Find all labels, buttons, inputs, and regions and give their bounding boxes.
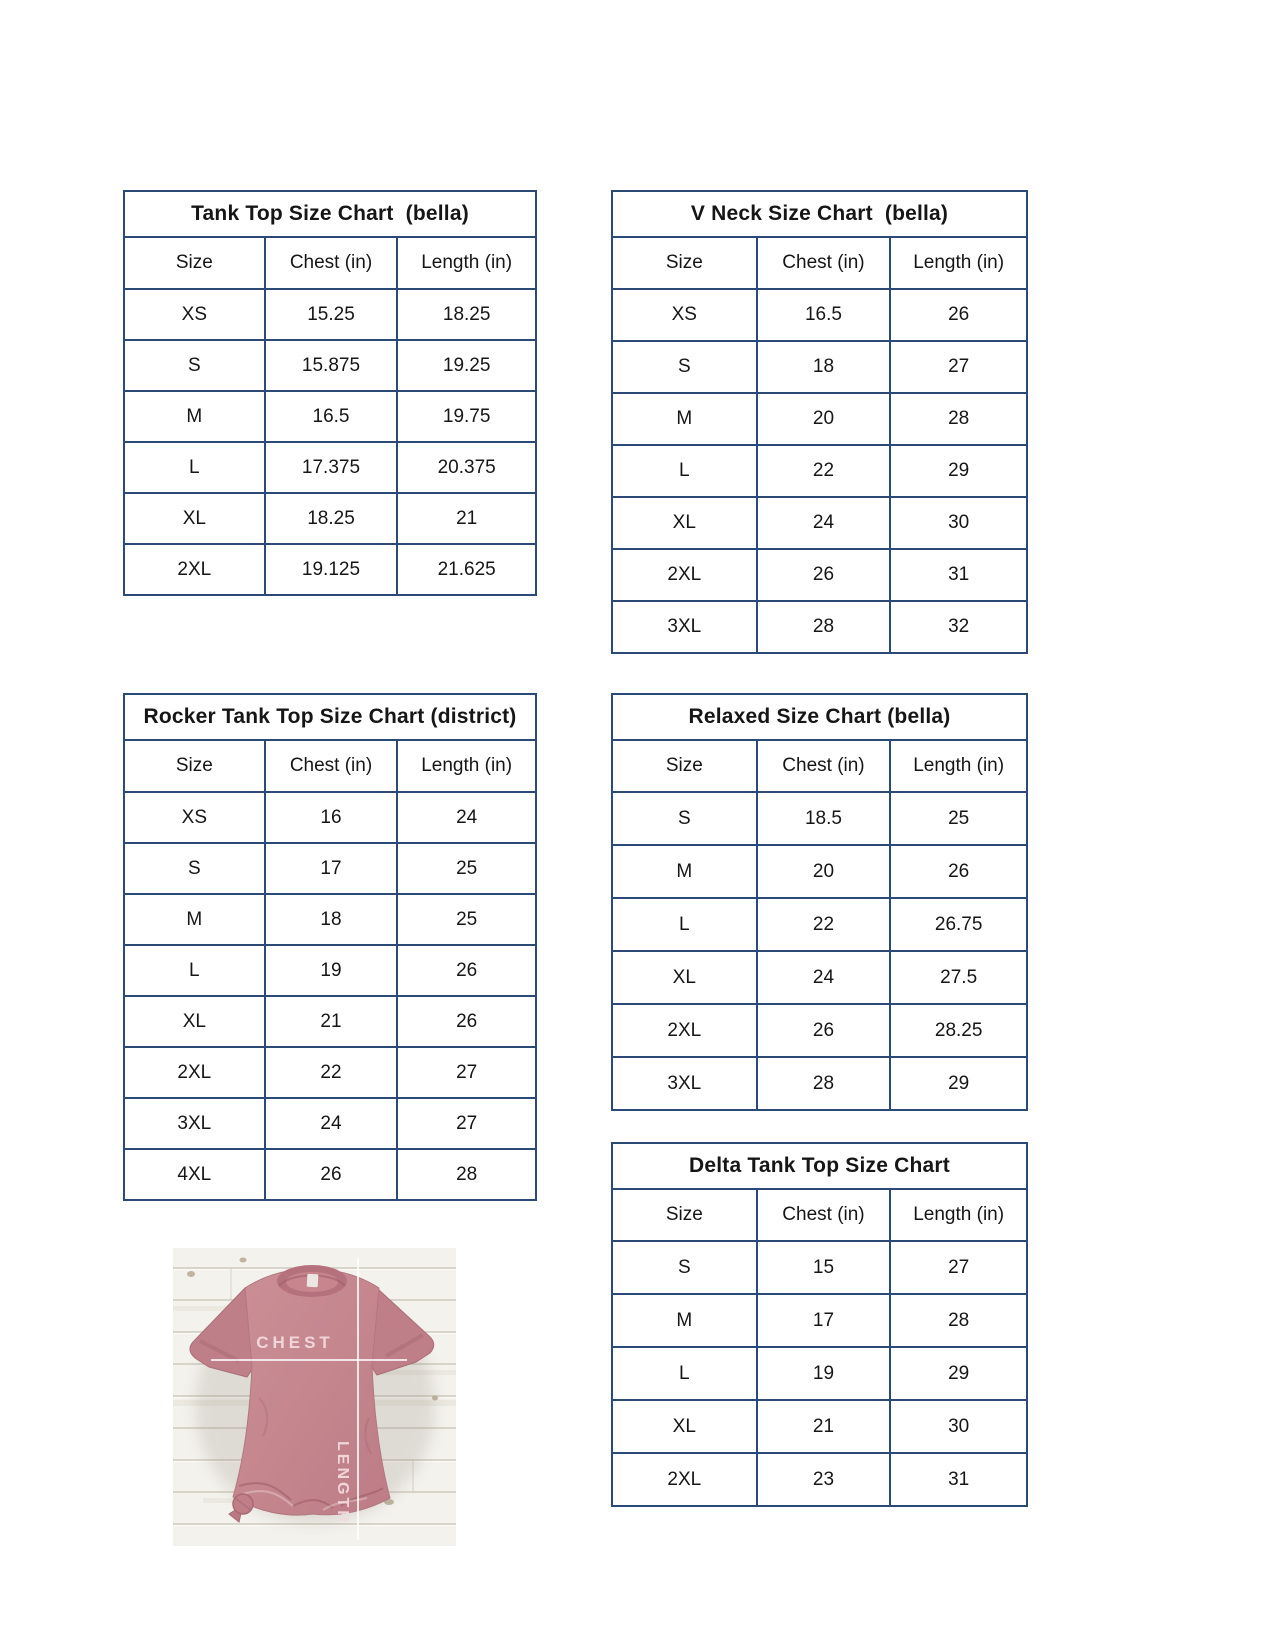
data-cell: 19.75 [396,390,535,441]
data-cell: 2XL [125,1046,264,1097]
data-cell: 17 [264,842,397,893]
data-cell: M [613,844,756,897]
data-cell: 28.25 [889,1003,1026,1056]
header-cell: Size [125,238,264,288]
data-cell: 28 [756,600,890,652]
data-cell: XS [613,288,756,340]
data-cell: L [125,944,264,995]
data-cell: 19.125 [264,543,397,594]
data-cell: 16.5 [756,288,890,340]
table-grid [613,1190,1026,1505]
header-cell: Chest (in) [756,741,890,791]
table-grid [613,741,1026,1109]
data-cell: 17.375 [264,441,397,492]
data-cell: 21.625 [396,543,535,594]
length-label: LENGTH [334,1441,351,1525]
data-cell: L [613,897,756,950]
data-cell: 4XL [125,1148,264,1199]
header-cell: Size [613,238,756,288]
data-cell: 24 [396,791,535,842]
data-cell: 17 [756,1293,890,1346]
data-cell: XL [125,492,264,543]
header-cell: Length (in) [889,1190,1026,1240]
header-cell: Length (in) [396,238,535,288]
data-cell: 15 [756,1240,890,1293]
header-cell: Length (in) [396,741,535,791]
data-cell: L [125,441,264,492]
data-cell: 2XL [613,548,756,600]
data-cell: 15.25 [264,288,397,339]
data-cell: 29 [889,1056,1026,1109]
data-cell: M [125,893,264,944]
table-title: Tank Top Size Chart (bella) [125,192,535,238]
rocker-tank-top-size-table [123,693,537,1201]
data-cell: 27 [889,1240,1026,1293]
data-cell: L [613,1346,756,1399]
data-cell: 22 [756,897,890,950]
header-cell: Length (in) [889,238,1026,288]
data-cell: 25 [396,842,535,893]
data-cell: 2XL [125,543,264,594]
data-cell: 21 [264,995,397,1046]
data-cell: 26 [756,548,890,600]
data-cell: 26.75 [889,897,1026,950]
data-cell: XL [613,1399,756,1452]
data-cell: 26 [396,995,535,1046]
data-cell: 21 [396,492,535,543]
data-cell: 24 [264,1097,397,1148]
table-title: Rocker Tank Top Size Chart (district) [125,695,535,741]
header-cell: Chest (in) [264,741,397,791]
table-grid [125,741,535,1199]
table-grid [613,238,1026,652]
data-cell: 26 [756,1003,890,1056]
data-cell: 26 [889,844,1026,897]
chest-label: CHEST [256,1333,334,1352]
data-cell: 30 [889,1399,1026,1452]
table-grid [125,238,535,594]
data-cell: S [125,339,264,390]
delta-tank-top-size-table [611,1142,1028,1507]
data-cell: 29 [889,444,1026,496]
data-cell: 27 [889,340,1026,392]
data-cell: 28 [756,1056,890,1109]
data-cell: XL [125,995,264,1046]
data-cell: 28 [889,1293,1026,1346]
data-cell: 3XL [613,600,756,652]
data-cell: M [125,390,264,441]
data-cell: 28 [889,392,1026,444]
v-neck-size-table [611,190,1028,654]
tshirt-measurement-photo [173,1248,456,1546]
data-cell: 19.25 [396,339,535,390]
data-cell: 16 [264,791,397,842]
data-cell: S [125,842,264,893]
header-cell: Chest (in) [756,1190,890,1240]
data-cell: 18.25 [396,288,535,339]
header-cell: Size [613,1190,756,1240]
data-cell: L [613,444,756,496]
data-cell: S [613,340,756,392]
data-cell: XS [125,288,264,339]
data-cell: 22 [264,1046,397,1097]
tank-top-size-table [123,190,537,596]
data-cell: 15.875 [264,339,397,390]
data-cell: 28 [396,1148,535,1199]
data-cell: 29 [889,1346,1026,1399]
data-cell: 18 [756,340,890,392]
data-cell: XL [613,496,756,548]
data-cell: 30 [889,496,1026,548]
data-cell: 19 [264,944,397,995]
data-cell: 18.25 [264,492,397,543]
data-cell: 27.5 [889,950,1026,1003]
data-cell: 31 [889,1452,1026,1505]
header-cell: Size [125,741,264,791]
data-cell: 26 [889,288,1026,340]
table-title: Relaxed Size Chart (bella) [613,695,1026,741]
table-title: V Neck Size Chart (bella) [613,192,1026,238]
data-cell: 3XL [125,1097,264,1148]
data-cell: 26 [396,944,535,995]
data-cell: 2XL [613,1452,756,1505]
data-cell: XL [613,950,756,1003]
data-cell: 23 [756,1452,890,1505]
data-cell: 18 [264,893,397,944]
data-cell: S [613,1240,756,1293]
header-cell: Length (in) [889,741,1026,791]
data-cell: 3XL [613,1056,756,1109]
data-cell: XS [125,791,264,842]
data-cell: 24 [756,496,890,548]
data-cell: 2XL [613,1003,756,1056]
data-cell: 16.5 [264,390,397,441]
relaxed-size-table [611,693,1028,1111]
data-cell: S [613,791,756,844]
data-cell: M [613,392,756,444]
header-cell: Size [613,741,756,791]
data-cell: 24 [756,950,890,1003]
data-cell: 32 [889,600,1026,652]
data-cell: 22 [756,444,890,496]
data-cell: 19 [756,1346,890,1399]
data-cell: 21 [756,1399,890,1452]
header-cell: Chest (in) [264,238,397,288]
data-cell: 18.5 [756,791,890,844]
header-cell: Chest (in) [756,238,890,288]
table-title: Delta Tank Top Size Chart [613,1144,1026,1190]
data-cell: 26 [264,1148,397,1199]
data-cell: 20 [756,392,890,444]
data-cell: 27 [396,1097,535,1148]
data-cell: 27 [396,1046,535,1097]
data-cell: 31 [889,548,1026,600]
data-cell: 25 [889,791,1026,844]
data-cell: 20 [756,844,890,897]
data-cell: M [613,1293,756,1346]
data-cell: 25 [396,893,535,944]
data-cell: 20.375 [396,441,535,492]
